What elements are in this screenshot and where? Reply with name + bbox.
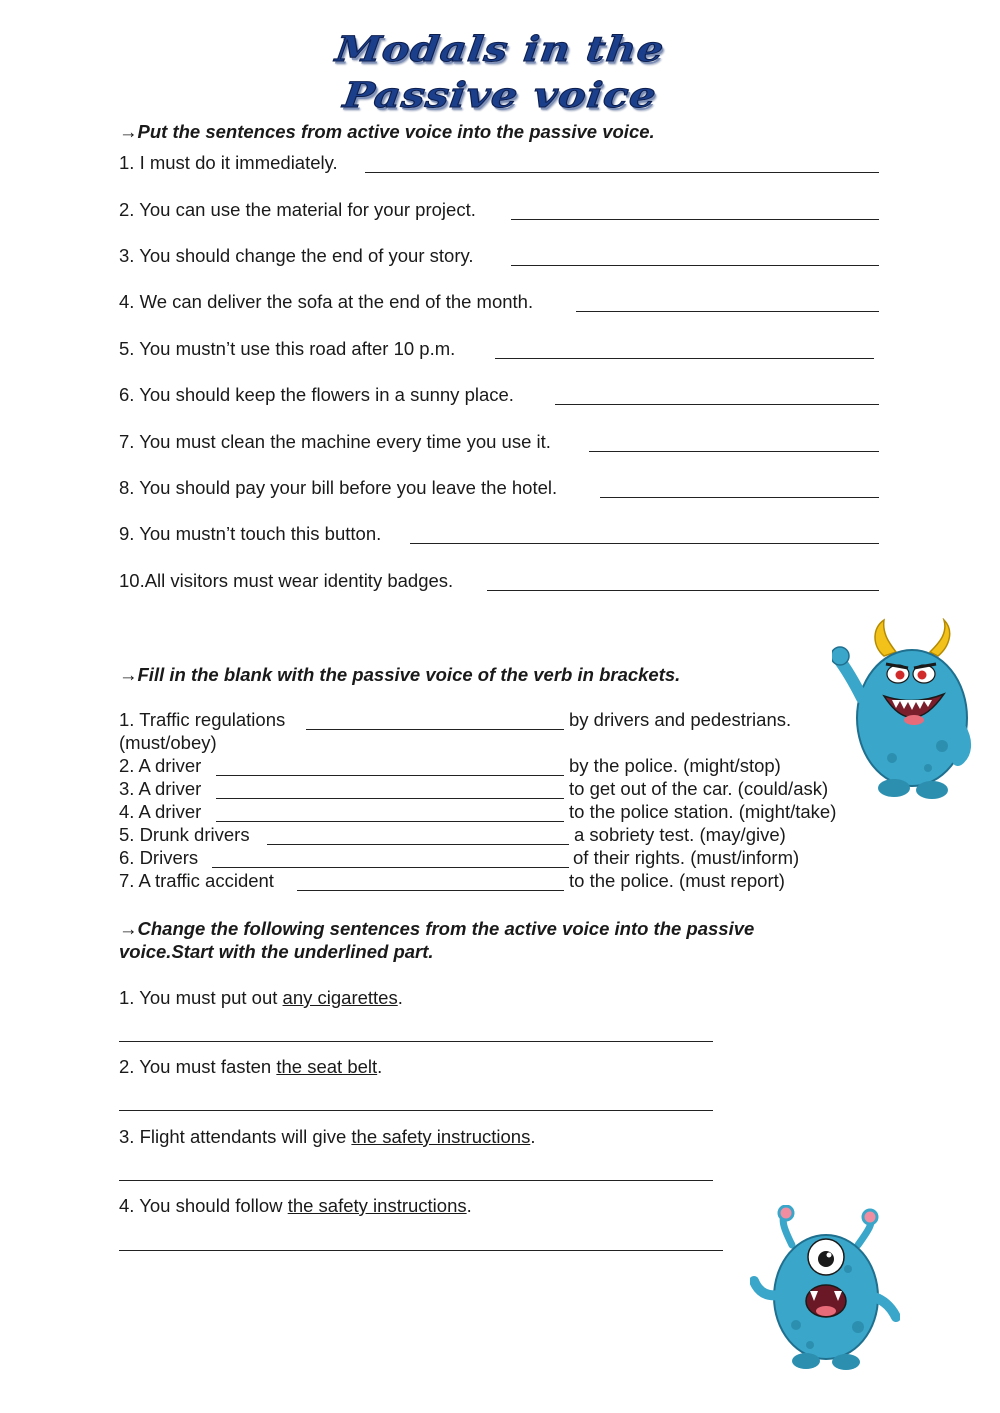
- title-line-2: Passive voice: [340, 74, 660, 116]
- list-item-hint: (must/obey): [119, 732, 217, 753]
- answer-line[interactable]: [495, 358, 874, 359]
- list-item-end: a sobriety test. (may/give): [574, 824, 786, 845]
- list-item-start: 4. A driver: [119, 801, 202, 822]
- list-item: 2. You can use the material for your project.: [119, 199, 476, 220]
- title-line-1: Modals in the: [333, 28, 667, 70]
- list-item: 4. We can deliver the sofa at the end of the month.: [119, 291, 534, 312]
- section3-instruction: →Change the following sentences from the active voice into the passive voice.Start with the underlined part.: [119, 918, 755, 962]
- list-item-start: 6. Drivers: [119, 847, 199, 868]
- list-item: 8. You should pay your bill before you leave the hotel.: [119, 477, 558, 498]
- answer-line[interactable]: [600, 497, 879, 498]
- list-item: 4. You should follow the safety instructions.: [119, 1195, 472, 1216]
- list-item: 3. Flight attendants will give the safety instructions.: [119, 1126, 536, 1147]
- list-item-start: 7. A traffic accident: [119, 870, 274, 891]
- answer-line[interactable]: [119, 1041, 713, 1042]
- fill-blank[interactable]: [306, 729, 564, 730]
- answer-line[interactable]: [511, 219, 879, 220]
- section1-instruction: →Put the sentences from active voice into the passive voice.: [119, 121, 655, 142]
- underlined-part: the seat belt: [276, 1056, 378, 1077]
- answer-line[interactable]: [511, 265, 879, 266]
- list-item: 9. You mustn’t touch this button.: [119, 523, 382, 544]
- list-item: 6. You should keep the flowers in a sunny place.: [119, 384, 514, 405]
- list-item: 7. You must clean the machine every time you use it.: [119, 431, 551, 452]
- underlined-part: any cigarettes: [282, 987, 398, 1008]
- list-item-start: 2. A driver: [119, 755, 202, 776]
- answer-line[interactable]: [119, 1110, 713, 1111]
- worksheet-title: [0, 26, 1000, 118]
- answer-line[interactable]: [119, 1180, 713, 1181]
- underlined-part: the safety instructions: [287, 1195, 467, 1216]
- fill-blank[interactable]: [267, 844, 569, 845]
- fill-blank[interactable]: [216, 821, 564, 822]
- list-item-start: 1. Traffic regulations: [119, 709, 286, 730]
- answer-line[interactable]: [555, 404, 879, 405]
- list-item: 10.All visitors must wear identity badges.: [119, 570, 454, 591]
- fill-blank[interactable]: [216, 775, 564, 776]
- answer-line[interactable]: [119, 1250, 723, 1251]
- list-item: 3. You should change the end of your story.: [119, 245, 474, 266]
- answer-line[interactable]: [410, 543, 879, 544]
- list-item-end: to the police. (must report): [569, 870, 785, 891]
- list-item: 1. You must put out any cigarettes.: [119, 987, 403, 1008]
- list-item-start: 3. A driver: [119, 778, 202, 799]
- list-item: 1. I must do it immediately.: [119, 152, 338, 173]
- fill-blank[interactable]: [297, 890, 564, 891]
- underlined-part: the safety instructions: [351, 1126, 531, 1147]
- list-item: 5. You mustn’t use this road after 10 p.m.: [119, 338, 456, 359]
- list-item-end: to the police station. (might/take): [569, 801, 837, 822]
- one-eyed-monster-illustration: [750, 1205, 900, 1373]
- list-item-end: to get out of the car. (could/ask): [569, 778, 829, 799]
- list-item-end: by the police. (might/stop): [569, 755, 781, 776]
- horned-monster-illustration: [832, 618, 972, 808]
- fill-blank[interactable]: [212, 867, 569, 868]
- list-item-end: of their rights. (must/inform): [573, 847, 800, 868]
- answer-line[interactable]: [576, 311, 879, 312]
- answer-line[interactable]: [365, 172, 879, 173]
- answer-line[interactable]: [487, 590, 879, 591]
- fill-blank[interactable]: [216, 798, 564, 799]
- section2-instruction: →Fill in the blank with the passive voice of the verb in brackets.: [119, 664, 681, 685]
- list-item: 2. You must fasten the seat belt.: [119, 1056, 383, 1077]
- list-item-end: by drivers and pedestrians.: [569, 709, 792, 730]
- list-item-start: 5. Drunk drivers: [119, 824, 250, 845]
- answer-line[interactable]: [589, 451, 879, 452]
